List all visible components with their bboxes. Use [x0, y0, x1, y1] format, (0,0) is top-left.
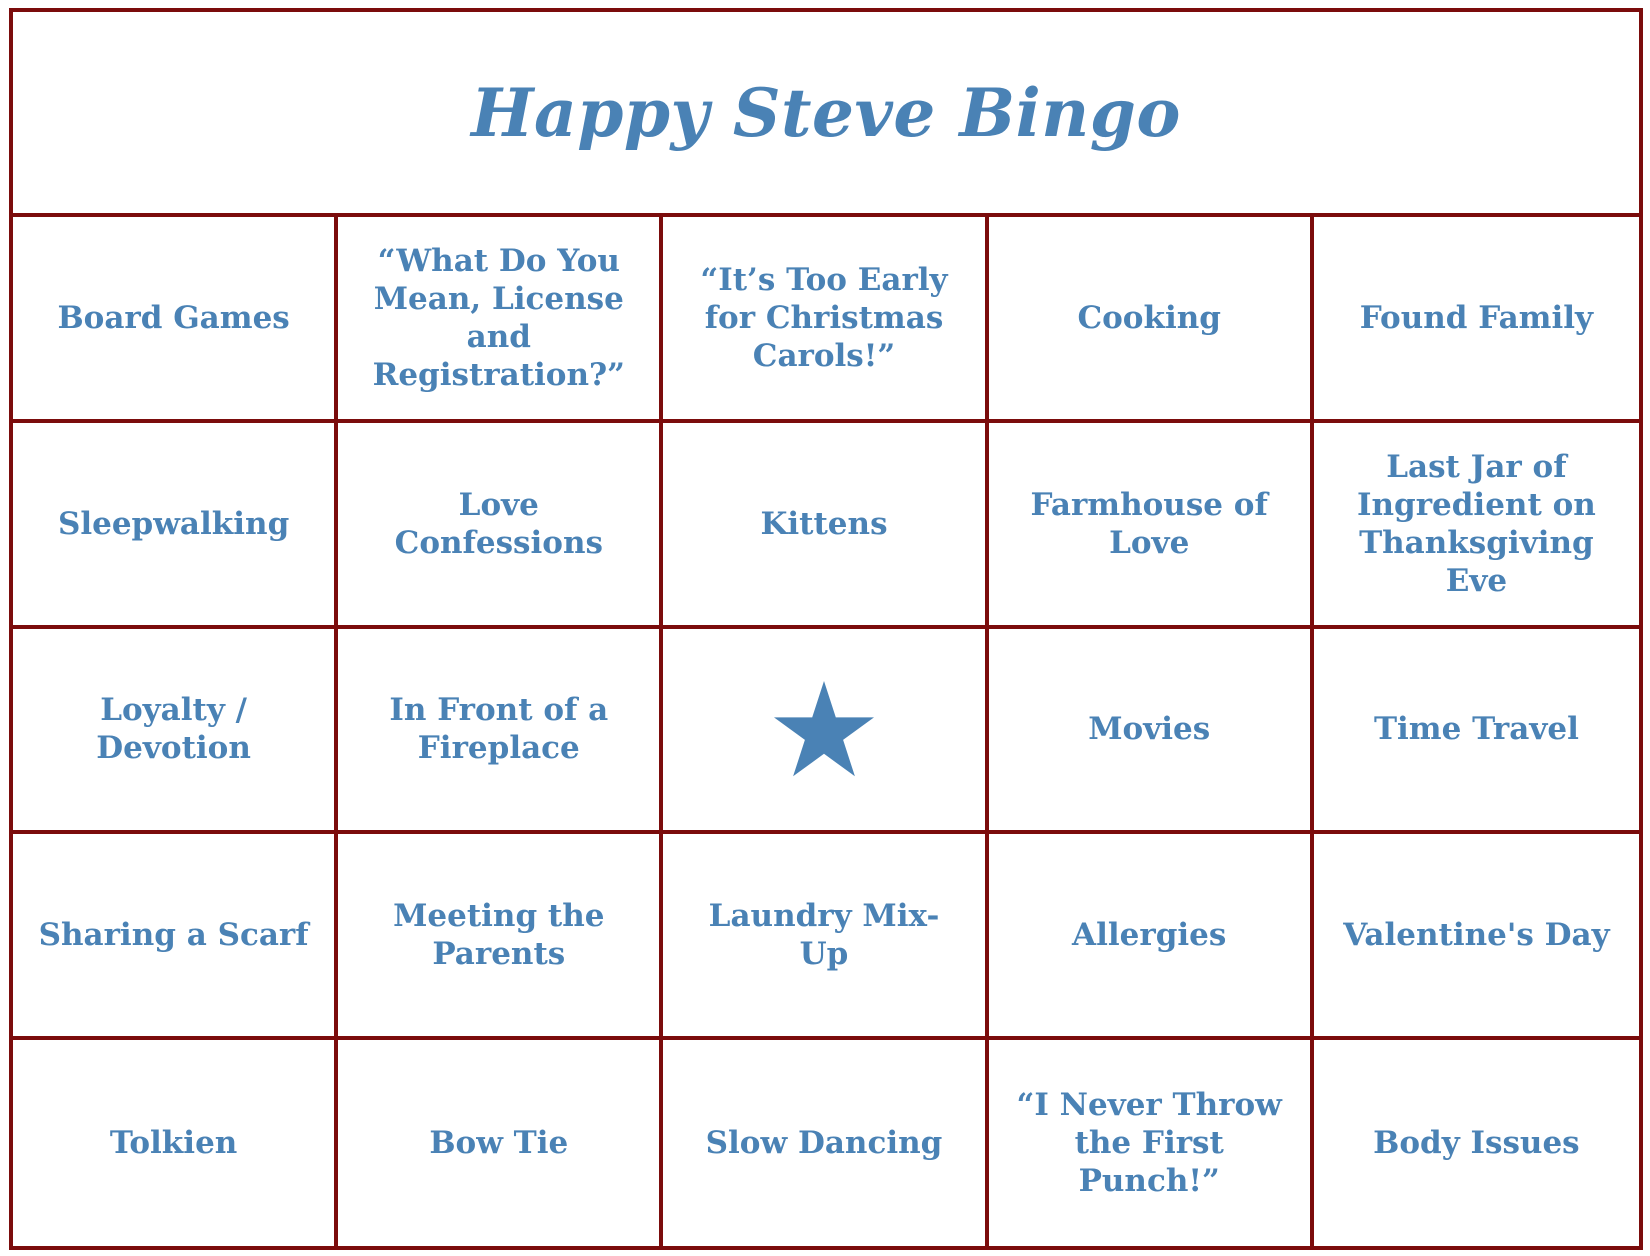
bingo-cell[interactable]: Bow Tie [338, 1040, 663, 1246]
bingo-cell[interactable]: Cooking [989, 217, 1314, 423]
board-title: Happy Steve Bingo [13, 12, 1639, 217]
free-space-cell[interactable] [663, 629, 988, 835]
bingo-cell[interactable]: Loyalty / Devotion [13, 629, 338, 835]
bingo-cell[interactable]: Tolkien [13, 1040, 338, 1246]
bingo-cell[interactable]: Board Games [13, 217, 338, 423]
bingo-cell[interactable]: Body Issues [1373, 1125, 1580, 1162]
bingo-cell[interactable]: Slow Dancing [663, 1040, 988, 1246]
bingo-cell[interactable]: Sharing a Scarf [13, 834, 338, 1040]
bingo-board [9, 8, 1643, 1250]
bingo-cell[interactable]: Allergies [989, 834, 1314, 1040]
bingo-cell[interactable]: Sleepwalking [13, 423, 338, 629]
star-icon [774, 681, 874, 777]
bingo-cell[interactable]: Meeting the Parents [338, 834, 663, 1040]
bingo-cell[interactable]: “I Never Throw the First Punch!” [989, 1040, 1314, 1246]
bingo-cell[interactable]: Love Confessions [338, 423, 663, 629]
bingo-cell[interactable]: Time Travel [1314, 629, 1639, 835]
bingo-cell[interactable]: Farmhouse of Love [989, 423, 1314, 629]
bingo-cell[interactable]: Found Family [1314, 217, 1639, 423]
bingo-cell[interactable]: Kittens [663, 423, 988, 629]
bingo-cell[interactable]: Valentine's Day [1314, 834, 1639, 1040]
bingo-cell[interactable]: Movies [989, 629, 1314, 835]
bingo-cell[interactable]: Last Jar of Ingredient on Thanksgiving Eve [1314, 423, 1639, 629]
bingo-cell[interactable]: “What Do You Mean, License and Registration?” [338, 217, 663, 423]
bingo-cell[interactable]: “It’s Too Early for Christmas Carols!” [663, 217, 988, 423]
bingo-cell[interactable]: Laundry Mix-Up [663, 834, 988, 1040]
bingo-cell[interactable]: In Front of a Fireplace [338, 629, 663, 835]
